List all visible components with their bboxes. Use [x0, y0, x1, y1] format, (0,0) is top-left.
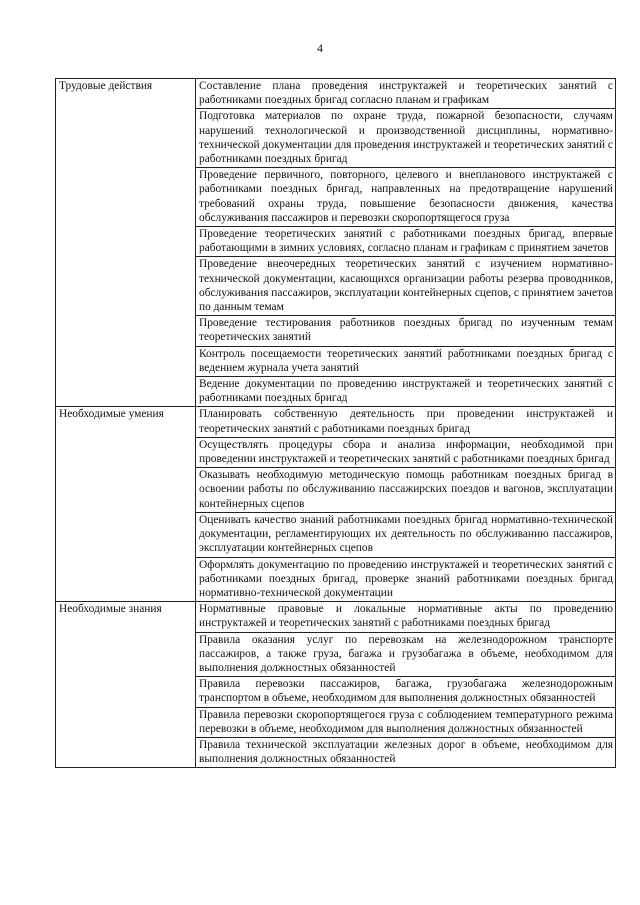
table-cell: Проведение внеочередных теоретических занятий с изучением нормативно-технической документации, касающихся организации работы резерва проводников, обслуживания пассажиров, эксплуатации контейнерных сцепов, с принятием зачетов по данным темам: [196, 257, 616, 316]
competency-table: [55, 78, 616, 768]
table-cell: Оформлять документацию по проведению инструктажей и теоретических занятий с работниками поездных бригад, проверке знаний работниками поездных бригад нормативно-технической документации: [196, 557, 616, 602]
table-cell: Составление плана проведения инструктажей и теоретических занятий с работниками поездных бригад согласно планам и графикам: [196, 79, 616, 109]
table-cell: Проведение тестирования работников поездных бригад по изученным темам теоретических занятий: [196, 316, 616, 346]
section-label-required-knowledge: Необходимые знания: [56, 602, 196, 768]
table-cell: Осуществлять процедуры сбора и анализа информации, необходимой при проведении инструктажей и теоретических занятий с работниками поездных бригад: [196, 437, 616, 467]
table-cell: Правила оказания услуг по перевозкам на железнодорожном транспорте пассажиров, а также груза, багажа и грузобагажа в объеме, необходимом для выполнения должностных обязанностей: [196, 632, 616, 677]
page-number: 4: [317, 41, 323, 55]
table-cell: Оценивать качество знаний работниками поездных бригад нормативно-технической документации, регламентирующих их деятельность по обслуживанию пассажиров, эксплуатации контейнерных сцепов: [196, 512, 616, 557]
table-cell: Правила перевозки скоропортящегося груза с соблюдением температурного режима перевозки в объеме, необходимом для выполнения должностных обязанностей: [196, 707, 616, 737]
table-row: [56, 602, 616, 632]
table-cell: Правила перевозки пассажиров, багажа, грузобагажа железнодорожным транспортом в объеме, необходимом для выполнения должностных обязанностей: [196, 677, 616, 707]
section-label-required-skills: Необходимые умения: [56, 407, 196, 602]
table-row: [56, 79, 616, 109]
table-body: [56, 79, 616, 768]
table-cell: Проведение теоретических занятий с работниками поездных бригад, впервые работающими в зимних условиях, согласно планам и графикам с принятием зачетов: [196, 227, 616, 257]
table-cell: Подготовка материалов по охране труда, пожарной безопасности, случаям нарушений технологической и производственной дисциплины, нормативно-технической документации для проведения инструктажей и теоретических занятий с работниками поездных бригад: [196, 109, 616, 168]
table-cell: Нормативные правовые и локальные нормативные акты по проведению инструктажей и теоретических занятий с работниками поездных бригад: [196, 602, 616, 632]
table-cell: Правила технической эксплуатации железных дорог в объеме, необходимом для выполнения должностных обязанностей: [196, 737, 616, 767]
table-cell: Проведение первичного, повторного, целевого и внепланового инструктажей с работниками поездных бригад, направленных на предотвращение нарушений требований охраны труда, повышение безопасности движения, качества обслуживания пассажиров и перевозки скоропортящегося груза: [196, 168, 616, 227]
table-row: [56, 407, 616, 437]
section-label-labor-actions: Трудовые действия: [56, 79, 196, 407]
table-cell: Контроль посещаемости теоретических занятий работниками поездных бригад с ведением журнала учета занятий: [196, 346, 616, 376]
table-cell: Планировать собственную деятельность при проведении инструктажей и теоретических занятий с работниками поездных бригад: [196, 407, 616, 437]
table-cell: Оказывать необходимую методическую помощь работникам поездных бригад в освоении работы по обслуживанию пассажирских поездов и вагонов, эксплуатации контейнерных сцепов: [196, 468, 616, 513]
table-cell: Ведение документации по проведению инструктажей и теоретических занятий с работниками поездных бригад: [196, 377, 616, 407]
